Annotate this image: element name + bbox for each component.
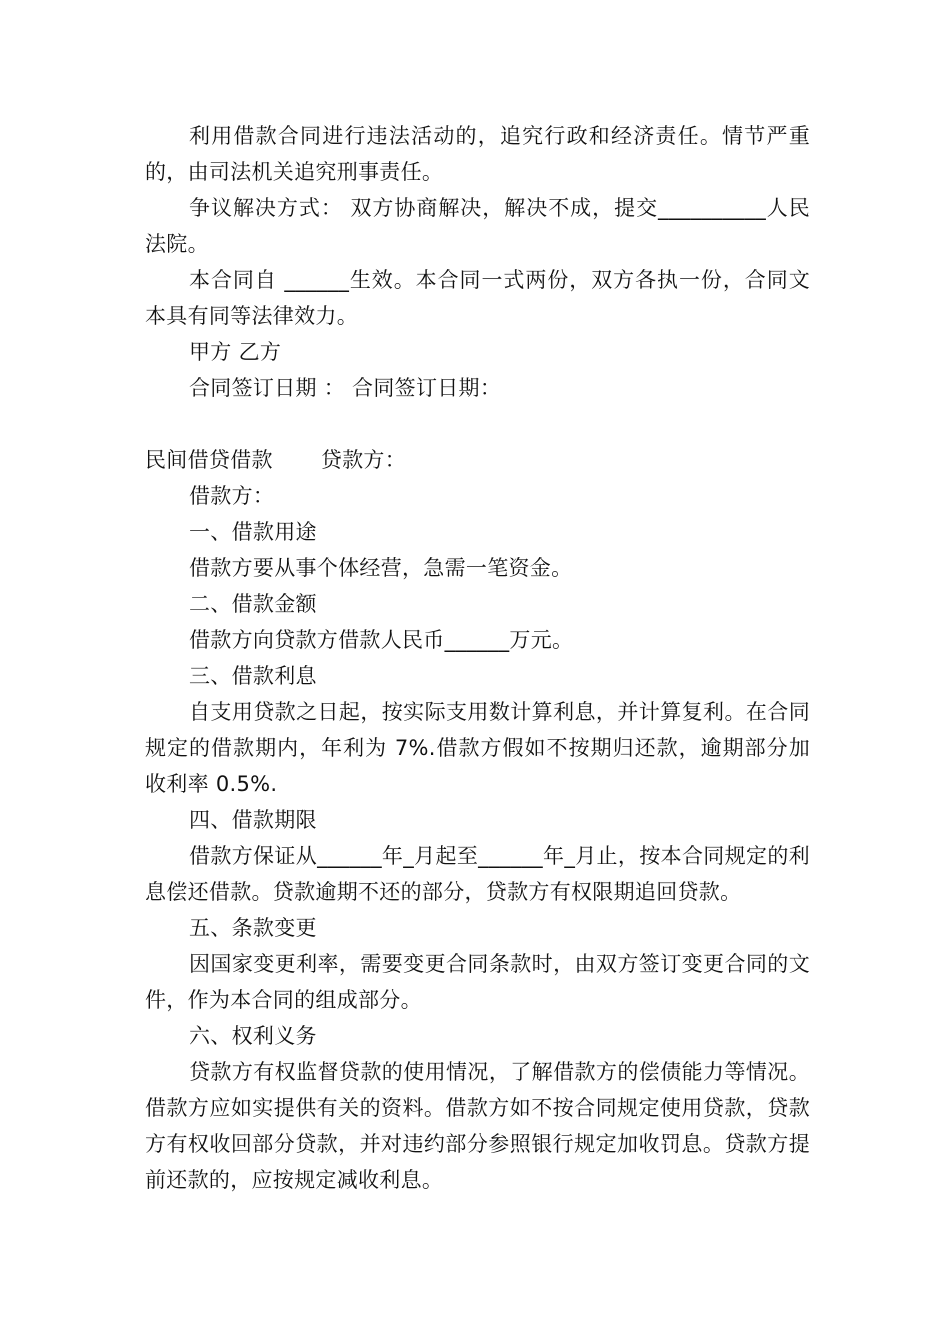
paragraph-changes: 因国家变更利率，需要变更合同条款时，由双方签订变更合同的文件，作为本合同的组成部分。 [145,952,810,1012]
section-heading-purpose: 一、借款用途 [189,520,317,544]
document-page [145,118,810,1198]
paragraph-illegal-use: 利用借款合同进行违法活动的，追究行政和经济责任。情节严重的，由司法机关追究刑事责任。 [145,124,810,184]
section-heading-rights: 六、权利义务 [189,1024,317,1048]
borrower-label: 借款方： [189,484,275,508]
section-heading-term: 四、借款期限 [189,808,317,832]
section-spacer [145,406,810,442]
section-heading-changes: 五、条款变更 [189,916,317,940]
section-heading-amount: 二、借款金额 [189,592,317,616]
paragraph-rights: 贷款方有权监督贷款的使用情况，了解借款方的偿债能力等情况。借款方应如实提供有关的资料。借款方如不按合同规定使用贷款，贷款方有权收回部分贷款，并对违约部分参照银行规定加收罚息。贷款方提前还款的，应按规定减收利息。 [145,1060,810,1192]
paragraph-parties: 甲方 乙方 [189,340,282,364]
paragraph-interest: 自支用贷款之日起，按实际支用数计算利息，并计算复利。在合同规定的借款期内，年利为 7%.借款方假如不按期归还款，逾期部分加收利率 0.5%. [145,700,810,796]
lender-label: 贷款方： [320,448,407,472]
paragraph-purpose: 借款方要从事个体经营，急需一笔资金。 [189,556,573,580]
paragraph-term: 借款方保证从______年_月起至______年_月止，按本合同规定的利息偿还借款。贷款逾期不还的部分，贷款方有权限期追回贷款。 [145,844,810,904]
contract-title: 民间借贷借款 [145,448,273,472]
paragraph-effective-date: 本合同自 ______生效。本合同一式两份，双方各执一份，合同文本具有同等法律效力。 [145,268,810,328]
contract-title-row [145,442,810,478]
section-heading-interest: 三、借款利息 [189,664,317,688]
paragraph-dispute-resolution: 争议解决方式： 双方协商解决，解决不成，提交__________人民法院。 [145,196,810,256]
paragraph-amount: 借款方向贷款方借款人民币______万元。 [189,628,574,652]
paragraph-signing-date: 合同签订日期 ： 合同签订日期： [189,376,502,400]
